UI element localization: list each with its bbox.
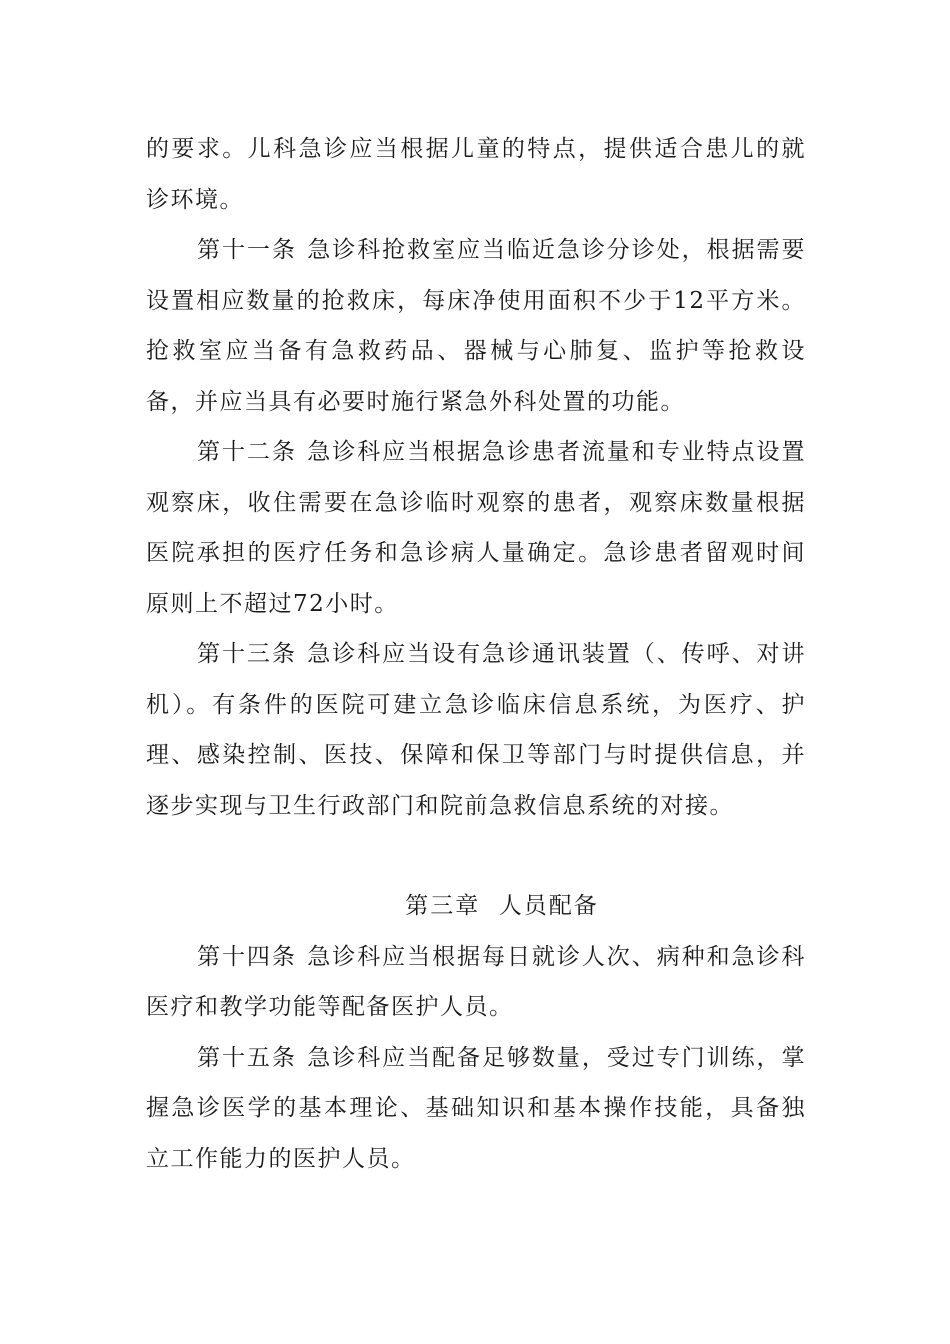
paragraph-text: 的要求。儿科急诊应当根据儿童的特点，提供适合患儿的就诊环境。 <box>146 136 806 213</box>
chapter-title: 第三章 人员配备 <box>405 893 599 919</box>
article-number: 第十五条 <box>197 1044 297 1071</box>
article-text: 急诊科应当配备足够数量，受过专门训练，掌握急诊医学的基本理论、基础知识和基本操作技能，具备独立工作能力的医护人员。 <box>146 1044 807 1172</box>
paragraph-continuation <box>146 124 806 225</box>
chapter-spacer <box>146 831 806 881</box>
document-body <box>146 124 806 1184</box>
article-number: 第十三条 <box>197 641 297 667</box>
article-text: 急诊科应当设有急诊通讯装置（、传呼、对讲机）。有条件的医院可建立急诊临床信息系统，为医疗、护理、感染控制、医技、保障和保卫等部门与时提供信息，并逐步实现与卫生行政部门和院前急救信息系统的对接。 <box>146 641 807 819</box>
article-text: 急诊科应当根据每日就诊人次、病种和急诊科医疗和教学功能等配备医护人员。 <box>146 943 807 1020</box>
article-13 <box>146 629 806 831</box>
article-15 <box>146 1033 806 1185</box>
article-11 <box>146 225 806 427</box>
article-14 <box>146 932 806 1033</box>
article-number: 第十四条 <box>197 943 297 970</box>
article-12 <box>146 427 806 629</box>
article-number: 第十一条 <box>197 237 297 263</box>
article-number: 第十二条 <box>197 439 297 465</box>
article-text: 急诊科应当根据急诊患者流量和专业特点设置观察床，收住需要在急诊临时观察的患者，观察床数量根据医院承担的医疗任务和急诊病人量确定。急诊患者留观时间原则上不超过72小时。 <box>146 439 807 617</box>
article-text: 急诊科抢救室应当临近急诊分诊处，根据需要设置相应数量的抢救床，每床净使用面积不少于12平方米。抢救室应当备有急救药品、器械与心肺复、监护等抢救设备，并应当具有必要时施行紧急外科处置的功能。 <box>146 237 807 415</box>
